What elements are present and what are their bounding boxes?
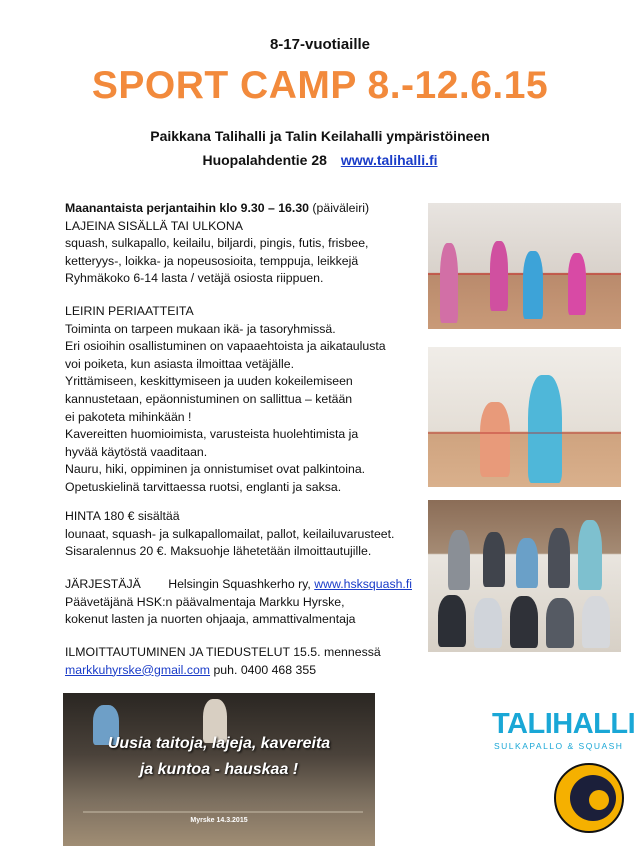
address-text: Huopalahdentie 28 bbox=[202, 152, 327, 168]
schedule-line: LAJEINA SISÄLLÄ TAI ULKONA bbox=[65, 218, 243, 233]
hsk-ball-icon bbox=[589, 790, 609, 810]
price-line: lounaat, squash- ja sulkapallomailat, pallot, keilailuvarusteet. bbox=[65, 526, 395, 541]
squash-player-photo bbox=[428, 347, 621, 487]
age-subtitle: 8-17-vuotiaille bbox=[269, 36, 371, 53]
schedule-line: squash, sulkapallo, keilailu, biljardi, pingis, futis, frisbee, bbox=[65, 236, 369, 251]
principles-heading: LEIRIN PERIAATTEITA bbox=[65, 304, 194, 318]
principles-line: Opetuskielinä tarvittaessa ruotsi, englanti ja saksa. bbox=[65, 479, 342, 494]
principles-line: voi poiketa, kun asiasta ilmoittaa vetäjälle. bbox=[65, 356, 294, 371]
bowling-caption-line2: ja kuntoa - hauskaa ! bbox=[139, 761, 299, 778]
talihalli-website-link[interactable]: www.talihalli.fi bbox=[340, 152, 438, 168]
schedule-line: Ryhmäkoko 6-14 lasta / vetäjä osiosta riippuen. bbox=[65, 271, 324, 286]
phone-number: puh. 0400 468 355 bbox=[210, 662, 317, 677]
organizer-section bbox=[65, 576, 420, 629]
schedule-note: (päiväleiri) bbox=[309, 201, 370, 215]
principles-line: Toiminta on tarpeen mukaan ikä- ja tasoryhmissä. bbox=[65, 321, 336, 336]
talihalli-logo: TALIHALLI bbox=[492, 708, 636, 740]
price-line: Sisaralennus 20 €. Maksuohje lähetetään ilmoittautujille. bbox=[65, 544, 372, 559]
organizer-line bbox=[65, 576, 420, 594]
hsk-logo-inner bbox=[570, 775, 616, 821]
principles-line: Eri osioihin osallistuminen on vapaaehtoista ja aikataulusta bbox=[65, 339, 386, 354]
principles-line: Nauru, hiki, oppiminen ja onnistumiset ovat palkintoina. bbox=[65, 462, 366, 477]
photo-credit: Myrske 14.3.2015 bbox=[190, 817, 248, 824]
schedule-lead bbox=[65, 200, 420, 218]
schedule-section bbox=[65, 200, 420, 288]
organizer-detail: kokenut lasten ja nuorten ohjaaja, ammattivalmentaja bbox=[65, 612, 356, 627]
organizer-name: Helsingin Squashkerho ry, bbox=[168, 577, 311, 591]
schedule-time: Maanantaista perjantaihin klo 9.30 – 16.30 bbox=[65, 201, 309, 215]
principles-line: hyvää käytöstä vaaditaan. bbox=[65, 444, 208, 459]
bowling-photo bbox=[63, 693, 375, 846]
bowling-caption-line1: Uusia taitoja, lajeja, kavereita bbox=[107, 735, 331, 752]
place-line: Paikkana Talihalli ja Talin Keilahalli ympäristöineen bbox=[150, 128, 490, 144]
registration-heading: ILMOITTAUTUMINEN JA TIEDUSTELUT 15.5. mennessä bbox=[65, 645, 381, 659]
principles-line: ei pakoteta mihinkään ! bbox=[65, 409, 192, 424]
address-line bbox=[0, 152, 640, 168]
organizer-detail: Päävetäjänä HSK:n päävalmentaja Markku Hyrske, bbox=[65, 594, 345, 609]
schedule-line: ketteryys-, loikka- ja nopeusosioita, temppuja, leikkejä bbox=[65, 253, 359, 268]
talihalli-tagline: SULKAPALLO & SQUASH bbox=[494, 741, 624, 751]
price-heading: HINTA 180 € sisältää bbox=[65, 509, 180, 523]
registration-section bbox=[65, 644, 420, 679]
principles-line: kannustetaan, epäonnistuminen on sallittua – ketään bbox=[65, 391, 353, 406]
price-section bbox=[65, 508, 420, 561]
hsk-website-link[interactable]: www.hsksquash.fi bbox=[314, 577, 412, 591]
squash-court-photo bbox=[428, 203, 621, 329]
principles-section bbox=[65, 303, 420, 497]
email-link[interactable]: markkuhyrske@gmail.com bbox=[65, 662, 211, 677]
principles-line: Kavereitten huomioimista, varusteista huolehtimista ja bbox=[65, 427, 359, 442]
hsk-logo-icon bbox=[554, 763, 624, 833]
group-photo bbox=[428, 500, 621, 652]
principles-line: Yrittämiseen, keskittymiseen ja uuden kokeilemiseen bbox=[65, 374, 353, 389]
registration-contact bbox=[65, 662, 420, 680]
page-title: SPORT CAMP 8.-12.6.15 bbox=[91, 64, 549, 107]
organizer-label: JÄRJESTÄJÄ bbox=[65, 577, 141, 591]
